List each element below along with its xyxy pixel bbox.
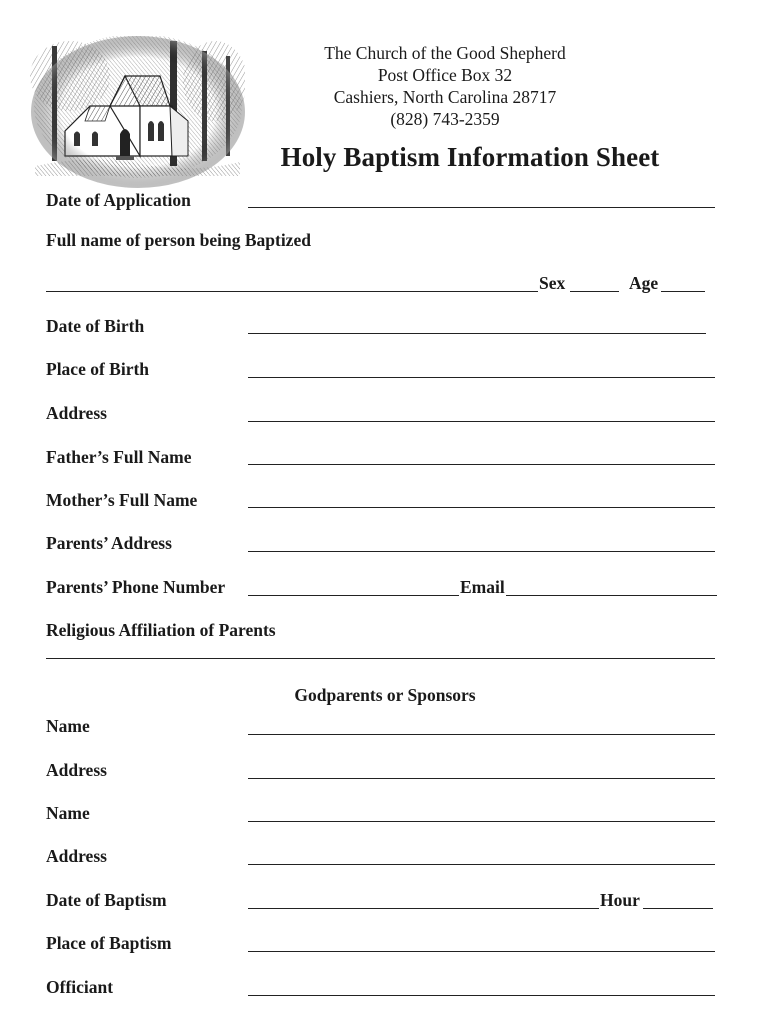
- full-name-label: Full name of person being Baptized: [46, 230, 311, 250]
- parents-phone-label: Parents’ Phone Number: [46, 577, 226, 597]
- age-line[interactable]: [661, 291, 705, 292]
- place-of-baptism-line[interactable]: [248, 951, 715, 952]
- fathers-name-line[interactable]: [248, 464, 715, 465]
- church-sketch-illustration: [30, 36, 245, 188]
- date-of-baptism-label: Date of Baptism: [46, 890, 167, 910]
- godparent-2-name-line[interactable]: [248, 821, 715, 822]
- email-label: Email: [460, 577, 505, 597]
- godparent-1-name-line[interactable]: [248, 734, 715, 735]
- religious-affiliation-label: Religious Affiliation of Parents: [46, 620, 276, 640]
- mothers-name-line[interactable]: [248, 507, 715, 508]
- date-of-birth-label: Date of Birth: [46, 316, 145, 336]
- date-of-birth-line[interactable]: [248, 333, 706, 334]
- sex-label: Sex: [539, 273, 566, 293]
- godparent-2-name-label: Name: [46, 803, 90, 823]
- godparent-1-address-line[interactable]: [248, 778, 715, 779]
- godparent-2-address-line[interactable]: [248, 864, 715, 865]
- godparent-1-name-label: Name: [46, 716, 90, 736]
- parents-address-label: Parents’ Address: [46, 533, 172, 553]
- page-title: Holy Baptism Information Sheet: [280, 142, 660, 172]
- fathers-name-label: Father’s Full Name: [46, 447, 192, 467]
- hour-label: Hour: [600, 890, 640, 910]
- officiant-line[interactable]: [248, 995, 715, 996]
- date-of-baptism-line[interactable]: [248, 908, 599, 909]
- po-box: Post Office Box 32: [377, 65, 513, 85]
- sex-line[interactable]: [570, 291, 619, 292]
- place-of-baptism-label: Place of Baptism: [46, 933, 172, 953]
- godparent-1-address-label: Address: [46, 760, 107, 780]
- hour-line[interactable]: [643, 908, 713, 909]
- officiant-label: Officiant: [46, 977, 114, 997]
- date-of-application-line[interactable]: [248, 207, 715, 208]
- city-state: Cashiers, North Carolina 28717: [333, 87, 557, 107]
- place-of-birth-line[interactable]: [248, 377, 715, 378]
- age-label: Age: [629, 273, 659, 293]
- church-address-block: [245, 42, 645, 130]
- church-phone: (828) 743-2359: [390, 109, 500, 129]
- date-of-application-label: Date of Application: [46, 190, 191, 210]
- address-label: Address: [46, 403, 107, 423]
- church-name: The Church of the Good Shepherd: [324, 43, 566, 63]
- godparents-heading: Godparents or Sponsors: [294, 685, 476, 705]
- email-line[interactable]: [506, 595, 717, 596]
- address-line[interactable]: [248, 421, 715, 422]
- godparent-2-address-label: Address: [46, 846, 107, 866]
- place-of-birth-label: Place of Birth: [46, 359, 150, 379]
- full-name-line[interactable]: [46, 291, 538, 292]
- mothers-name-label: Mother’s Full Name: [46, 490, 198, 510]
- parents-phone-line[interactable]: [248, 595, 459, 596]
- parents-address-line[interactable]: [248, 551, 715, 552]
- religious-affiliation-line[interactable]: [46, 658, 715, 659]
